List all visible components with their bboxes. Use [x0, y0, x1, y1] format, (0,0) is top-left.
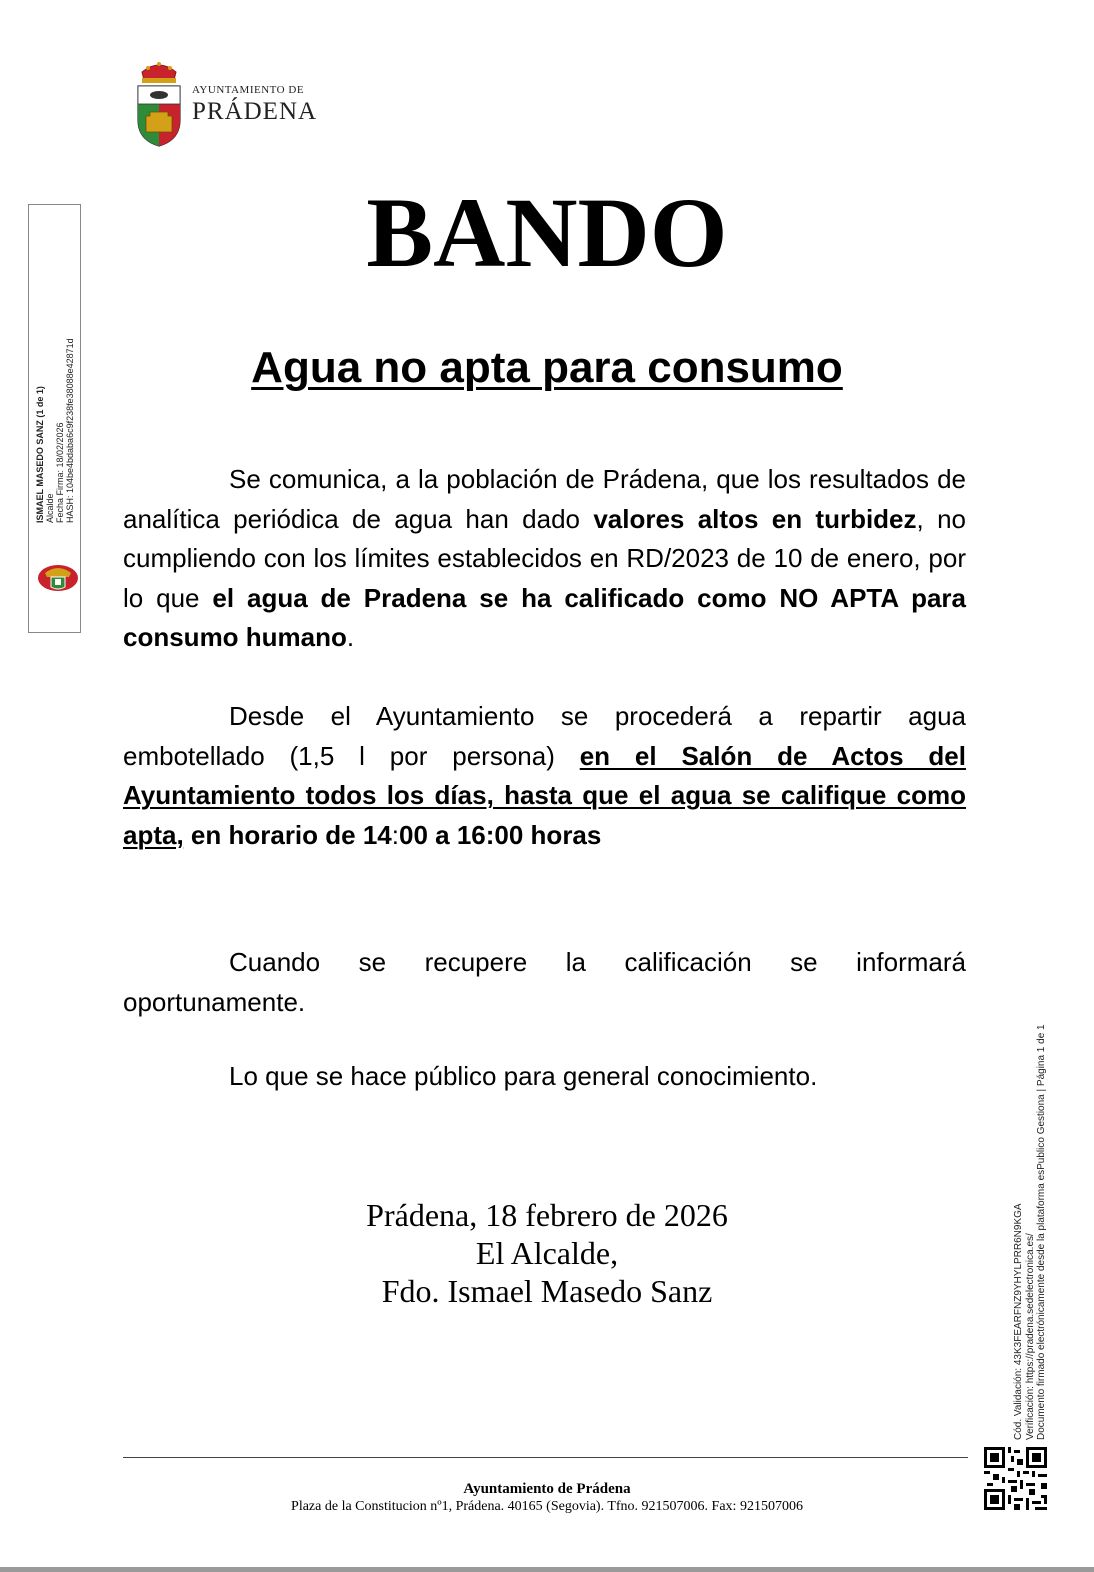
validation-text — [1013, 970, 1048, 1440]
municipal-logo — [134, 58, 318, 148]
paragraph-3: Cuando se recupere la calificación se informará oportunamente. — [123, 947, 966, 1017]
page-bottom-edge — [0, 1567, 1094, 1572]
signature-stamp — [28, 204, 81, 633]
stamp-date: Fecha Firma: 18/02/2026 — [55, 422, 65, 523]
coat-of-arms-icon — [134, 58, 184, 148]
stamp-hash: HASH: 104be4bdaba6c9f238fe38088e42871d — [65, 338, 75, 523]
logo-text-big: PRÁDENA — [192, 98, 318, 125]
seal-icon — [35, 561, 81, 593]
paragraph-4: Lo que se hace público para general conocimiento. — [229, 1061, 818, 1091]
paragraph-2: Desde el Ayuntamiento se procederá a repartir agua embotellado (1,5 l por persona) en el Salón de Actos del Ayuntamiento todos los días, hasta que el agua se califique como apta, en horario de 14:00 a 16:00 horas — [123, 701, 966, 850]
validation-platform: Documento firmado electrónicamente desde la plataforma esPublico Gestiona | Página 1 de 1 — [1036, 1024, 1047, 1440]
document-subtitle: Agua no apta para consumo — [251, 343, 843, 392]
signature-name: Fdo. Ismael Masedo Sanz — [381, 1273, 713, 1309]
validation-code: Cód. Validación: 43K3FEARFNZ9YHYLPRR6N9KGA — [1013, 1203, 1024, 1440]
stamp-signer: ISMAEL MASEDO SANZ (1 de 1) — [35, 386, 45, 523]
stamp-role: Alcalde — [45, 493, 55, 523]
qr-code-icon — [984, 1447, 1047, 1510]
document-title: BANDO — [366, 177, 728, 288]
validation-url: Verificación: https://pradena.sedelectronica.es/ — [1024, 1233, 1036, 1440]
logo-text-small: AYUNTAMIENTO DE — [192, 84, 305, 96]
footer-organization: Ayuntamiento de Prádena — [463, 1481, 631, 1497]
stamp-text — [35, 193, 75, 523]
footer-address: Plaza de la Constitucion nº1, Prádena. 40165 (Segovia). Tfno. 921507006. Fax: 921507006 — [291, 1499, 803, 1514]
paragraph-1: Se comunica, a la población de Prádena, que los resultados de analítica periódica de agua han dado valores altos en turbidez, no cumpliendo con los límites establecidos en RD/2023 de 10 de enero, por lo que el agua de Pradena se ha calificado como NO APTA para consumo humano. — [123, 464, 967, 652]
signature-place-date: Prádena, 18 febrero de 2026 — [366, 1197, 728, 1233]
footer-divider — [123, 1457, 968, 1458]
signature-role: El Alcalde, — [475, 1235, 619, 1271]
signature-block — [0, 1196, 1094, 1310]
